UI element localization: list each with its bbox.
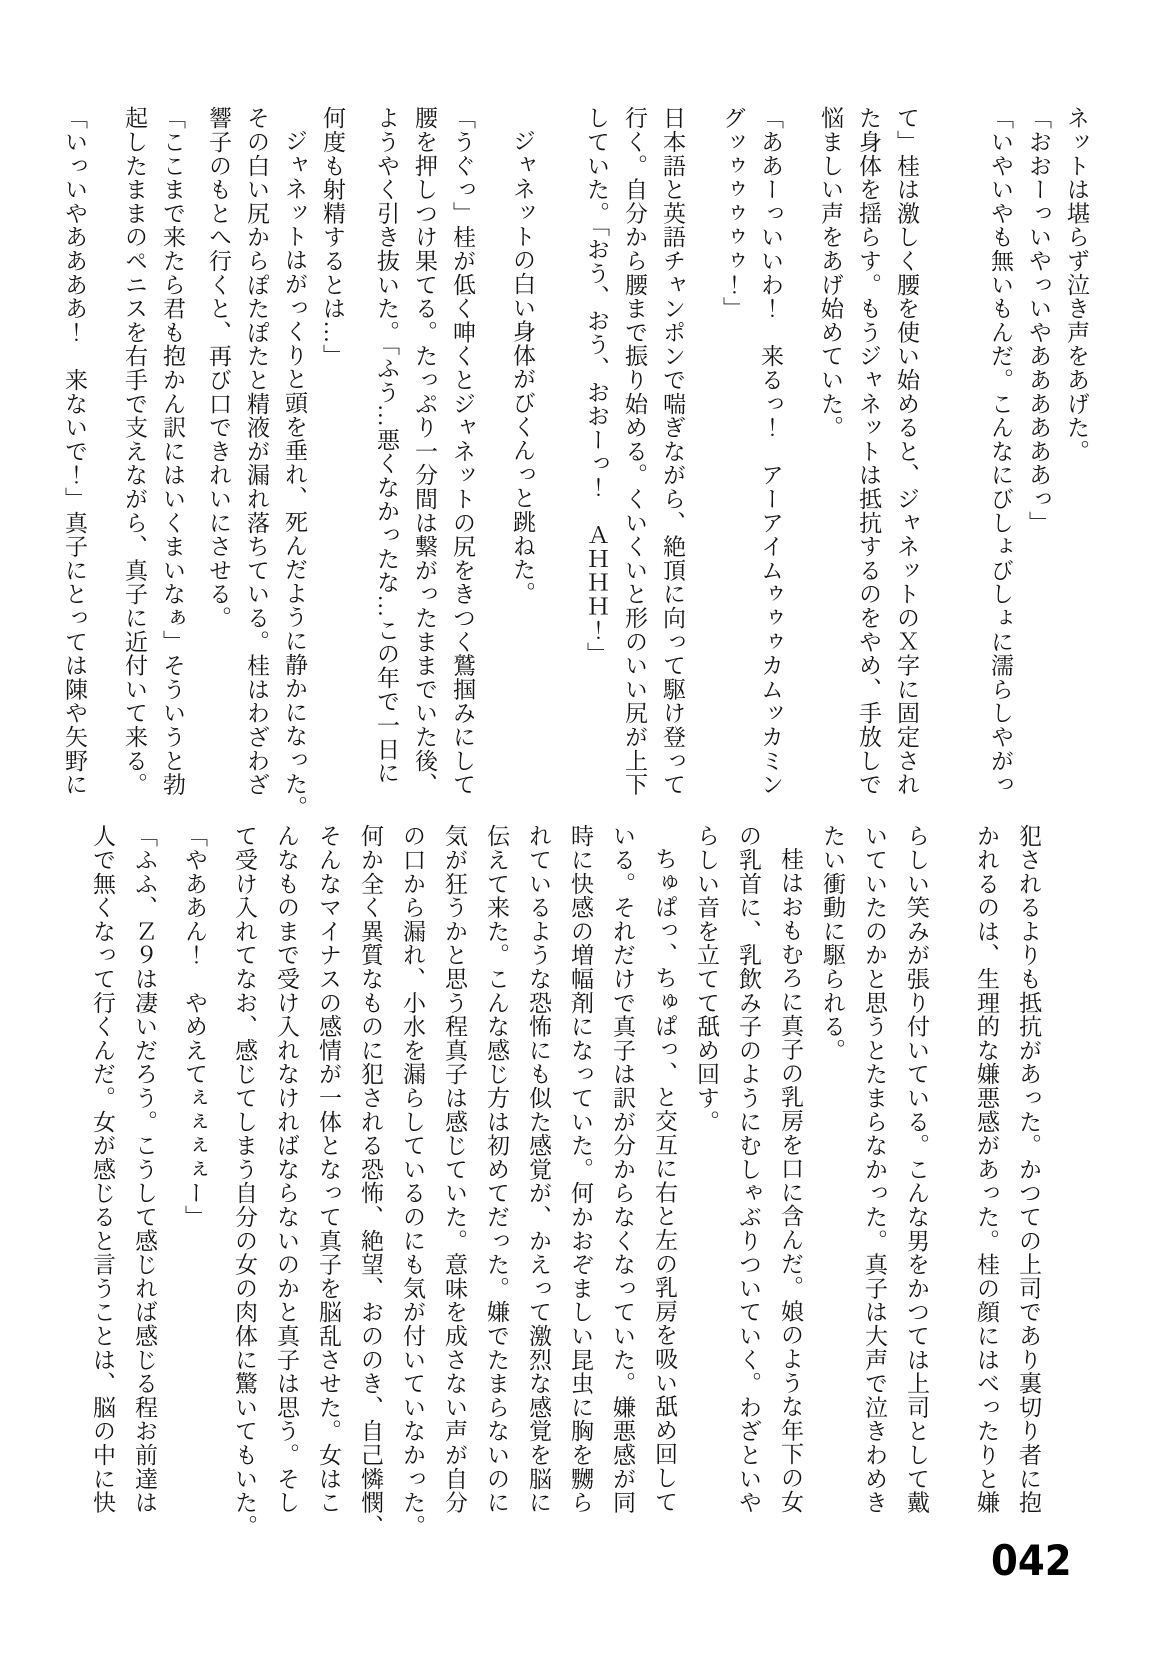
text-line: 犯されるよりも抵抗があった。かつての上司であり裏切り者に抱 [1016,824,1041,1515]
text-line: 腰を押しつけ果てる。たっぷり一分間は繋がったままでいた後、 [412,106,437,797]
text-line: 何度も射精するとは…」 [320,106,345,368]
text-line: の乳首に、乳飲み子のようにむしゃぶりついていく。わざといや [736,824,761,1515]
page-number: 042 [991,1536,1072,1585]
text-line: 「いっいやああああ！ 来ないで！」真子にとっては陳や矢野に [62,106,87,797]
text-line: ちゅぱっ、ちゅぱっ、と交互に右と左の乳房を吸い舐め回して [652,847,677,1514]
bottom-text-block [81,824,1049,1540]
text-line: かれるのは、生理的な嫌悪感があった。桂の顔にはべったりと嫌 [974,824,999,1515]
text-line: 「おおーっいやっいやああああああっ」 [1026,106,1051,535]
text-line: た身体を揺らす。もうジャネットは抵抗するのをやめ、手放しで [856,106,881,797]
text-line: 響子のもとへ行くと、再び口できれいにさせる。 [206,106,231,630]
text-line: その白い尻からぽたぽたと精液が漏れ落ちている。桂はわざわざ [244,106,269,797]
text-line: らしい笑みが張り付いている。こんな男をかつては上司として戴 [904,824,929,1515]
text-line: んなものまで受け入れなければならないのかと真子は思う。そし [274,824,299,1515]
text-line: 時に快感の増幅剤になっていた。何かおぞましい昆虫に胸を嬲ら [568,824,593,1515]
text-line: 桂はおもむろに真子の乳房を口に含んだ。娘のような年下の女 [778,847,803,1514]
text-line: の口から漏れ、小水を漏らしているのにも気が付いていなかった。 [400,824,425,1538]
text-line: ネットは堪らず泣き声をあげた。 [1064,106,1089,463]
text-line: 「やああん！ やめえてぇぇぇぇー」 [182,824,207,1229]
text-line: 行く。自分から腰まで振り始める。くいくいと形のいい尻が上下 [622,106,647,797]
text-line: いていたのかと思うとたまらなかった。真子は大声で泣きわめき [862,824,887,1515]
text-line: らしい音を立てて舐め回す。 [694,824,719,1134]
text-line: 人で無くなって行くんだ。女が感じると言うことは、脳の中に快 [90,824,115,1515]
text-line: 悩ましい声をあげ始めていた。 [818,106,843,440]
text-line: 起したままのペニスを右手で支えながら、真子に近付いて来る。 [122,106,147,797]
text-line: ようやく引き抜いた。「ふう…悪くなかったな…この年で一日に [374,106,399,785]
text-line: 「ここまで来たら君も抱かん訳にはいくまいなぁ」そういうと勃 [160,106,185,797]
text-line: 伝えて来た。こんな感じ方は初めてだった。嫌でたまらないのに [484,824,509,1515]
text-line: ジャネットの白い身体がびくんっと跳ねた。 [510,129,535,605]
text-line: たい衝動に駆られる。 [820,824,845,1062]
text-line: 日本語と英語チャンポンで喘ぎながら、絶頂に向って駆け登って [660,106,685,797]
text-line: 気が狂うかと思う程真子は感じていた。意味を成さない声が自分 [442,824,467,1515]
text-line: そんなマイナスの感情が一体となって真子を脳乱させた。女はこ [316,824,341,1515]
text-line: て受け入れてなお、感じてしまう自分の女の肉体に驚いてもいた。 [232,824,257,1538]
text-line: 何か全く異質なものに犯される恐怖、絶望、おののき、自己憐憫、 [358,824,383,1538]
text-line: 「ふふ、Ｚ９は凄いだろう。こうして感じれば感じる程お前達は [132,824,157,1515]
text-line: していた。「おう、おう、おおーっ！ ＡＨＨＨ！」 [584,106,609,666]
text-line: れているような恐怖にも似た感覚が、かえって激烈な感覚を脳に [526,824,551,1515]
text-line: 「いやいやも無いもんだ。こんなにびしょびしょに濡らしやがっ [988,106,1013,797]
text-line: いる。それだけで真子は訳が分からなくなっていた。嫌悪感が同 [610,824,635,1515]
text-line: グッゥゥゥゥゥ！」 [720,106,745,321]
text-line: て」桂は激しく腰を使い始めると、ジャネットのＸ字に固定され [894,106,919,797]
text-line: ジャネットはがっくりと頭を垂れ、死んだように静かになった。 [282,129,307,820]
text-line: 「うぐっ」桂が低く呻くとジャネットの尻をきつく鷲掴みにして [450,106,475,797]
top-text-block [55,106,1095,820]
text-line: 「ああーっいいわ！ 来るっ！ アーアイムゥゥゥカムッカミン [758,106,783,797]
